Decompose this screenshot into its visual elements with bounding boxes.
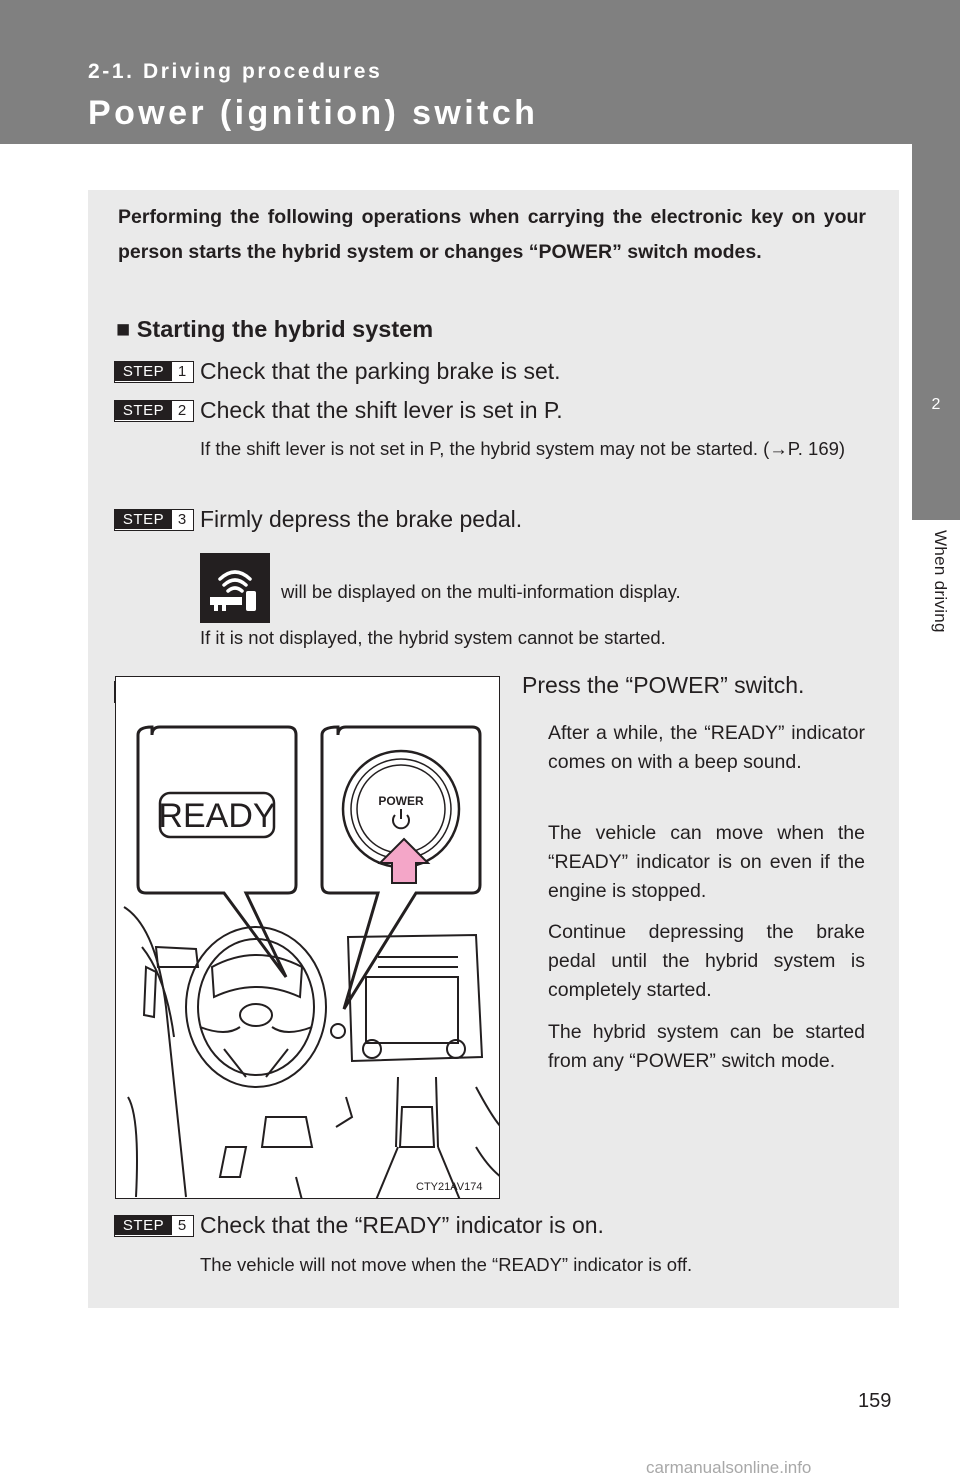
watermark: carmanualsonline.info bbox=[646, 1458, 812, 1477]
step-text: Check that the parking brake is set. bbox=[200, 358, 561, 384]
step-badge bbox=[114, 361, 194, 383]
chapter-number: 2 bbox=[931, 396, 941, 413]
brake-indicator-icon bbox=[200, 553, 270, 623]
ready-label: READY bbox=[158, 797, 276, 835]
step-text: Check that the “READY” indicator is on. bbox=[200, 1212, 604, 1238]
step-word: STEP bbox=[115, 510, 172, 529]
step-word: STEP bbox=[115, 401, 172, 420]
step-number: 5 bbox=[177, 1217, 187, 1234]
step-badge bbox=[114, 509, 194, 531]
step-text: Firmly depress the brake pedal. bbox=[200, 506, 523, 532]
step-note: The vehicle will not move when the “READY” indicator is off. bbox=[200, 1254, 693, 1275]
step-note: will be displayed on the multi-information display. bbox=[281, 581, 681, 602]
step-note: After a while, the “READY” indicator comes on with a beep sound. bbox=[548, 722, 865, 773]
page-number: 159 bbox=[858, 1390, 892, 1412]
step-badge bbox=[114, 1215, 194, 1237]
step-word: STEP bbox=[115, 1216, 172, 1235]
chapter-title: When driving bbox=[931, 530, 950, 633]
illustration-code: CTY21AV174 bbox=[416, 1181, 483, 1193]
step-note: If the shift lever is not set in P, the hybrid system may not be started. (→P. 169) bbox=[200, 438, 846, 459]
step-note: The hybrid system can be started from any “POWER” switch mode. bbox=[548, 1021, 865, 1072]
chapter-tab[interactable] bbox=[912, 144, 960, 520]
step-word: STEP bbox=[115, 362, 172, 381]
page-title: Power (ignition) switch bbox=[88, 94, 539, 132]
step-note: Continue depressing the brake pedal until the hybrid system is completely started. bbox=[548, 921, 865, 1001]
step-text: Check that the shift lever is set in P. bbox=[200, 397, 563, 423]
step-badge bbox=[114, 400, 194, 422]
step-number: 2 bbox=[177, 402, 187, 419]
dashboard-illustration bbox=[115, 676, 500, 1199]
power-label: POWER bbox=[378, 794, 424, 808]
step-text: Press the “POWER” switch. bbox=[522, 672, 805, 698]
step-number: 1 bbox=[177, 363, 187, 380]
intro-text: Performing the following operations when carrying the electronic key on your person starts the hybrid system or changes “POWER” switch modes. bbox=[118, 206, 866, 263]
section-heading: ■ Starting the hybrid system bbox=[116, 316, 434, 342]
section-label: 2-1. Driving procedures bbox=[88, 60, 383, 83]
step-note: If it is not displayed, the hybrid system cannot be started. bbox=[200, 627, 666, 648]
step-number: 3 bbox=[177, 511, 187, 528]
page-header bbox=[0, 0, 960, 144]
step-note: The vehicle can move when the “READY” indicator is on even if the engine is stopped. bbox=[548, 822, 865, 902]
